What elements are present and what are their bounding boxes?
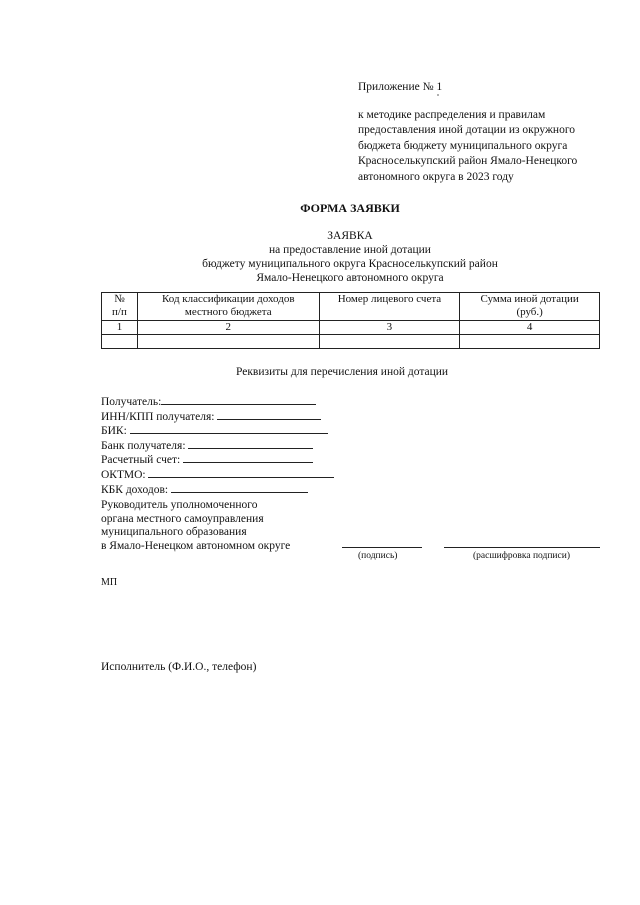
application-line: бюджету муниципального округа Красноселькупский район bbox=[202, 258, 498, 270]
table-numbering-row bbox=[102, 321, 600, 335]
application-line: Ямало-Ненецкого автономного округа bbox=[256, 272, 444, 284]
recipient-blank[interactable] bbox=[161, 395, 316, 405]
appendix-line: Красноселькупский район Ямало-Ненецкого bbox=[358, 155, 578, 168]
executor-line: Исполнитель (Ф.И.О., телефон) bbox=[101, 661, 257, 673]
field-label: КБК доходов: bbox=[101, 483, 169, 496]
head-line: в Ямало-Ненецком автономном округе bbox=[101, 539, 291, 552]
bik-blank[interactable] bbox=[130, 424, 328, 434]
field-inn-kpp bbox=[101, 410, 334, 425]
appendix-line: предоставления иной дотации из окружного bbox=[358, 124, 575, 137]
empty-cell[interactable] bbox=[460, 335, 600, 349]
application-title: ЗАЯВКА bbox=[327, 230, 373, 242]
column-number: 3 bbox=[319, 321, 460, 335]
head-line: муниципального образования bbox=[101, 526, 247, 539]
field-label: Получатель: bbox=[101, 396, 162, 408]
oktmo-blank[interactable] bbox=[148, 468, 334, 478]
head-line: Руководитель уполномоченного bbox=[101, 499, 258, 511]
field-bik bbox=[101, 424, 334, 439]
column-number: 2 bbox=[137, 321, 319, 335]
empty-cell[interactable] bbox=[102, 335, 138, 349]
header-cell-number: № п/п bbox=[102, 293, 138, 321]
field-label: Расчетный счет: bbox=[101, 454, 181, 467]
field-label: ИНН/КПП получателя: bbox=[101, 410, 215, 423]
field-bank bbox=[101, 439, 334, 454]
requisites-title: Реквизиты для перечисления иной дотации bbox=[236, 366, 449, 378]
header-cell-code: Код классификации доходов местного бюджета bbox=[137, 293, 319, 321]
field-oktmo bbox=[101, 468, 334, 483]
appendix-block bbox=[358, 80, 618, 186]
account-blank[interactable] bbox=[183, 453, 313, 463]
empty-cell[interactable] bbox=[137, 335, 319, 349]
requisites-fields bbox=[101, 395, 334, 497]
bank-blank[interactable] bbox=[188, 439, 313, 449]
application-line: на предоставление иной дотации bbox=[269, 244, 431, 256]
appendix-line: к методике распределения и правилам bbox=[358, 108, 546, 121]
kbk-blank[interactable] bbox=[171, 483, 308, 493]
signature-decoding-line[interactable] bbox=[444, 546, 600, 548]
stamp-place: МП bbox=[101, 577, 118, 588]
field-label: БИК: bbox=[101, 425, 127, 438]
table-header-row bbox=[102, 293, 600, 321]
decoding-caption: (расшифровка подписи) bbox=[473, 551, 570, 561]
field-label: Банк получателя: bbox=[101, 439, 186, 452]
appendix-title: Приложение № 1 bbox=[358, 81, 443, 93]
column-number: 1 bbox=[102, 321, 138, 335]
header-cell-amount: Сумма иной дотации (руб.) bbox=[460, 293, 600, 321]
appendix-line: автономного округа в 2023 году bbox=[358, 170, 514, 183]
form-title: ФОРМА ЗАЯВКИ bbox=[300, 201, 400, 215]
application-heading bbox=[0, 229, 640, 285]
table-row bbox=[102, 335, 600, 349]
head-line: органа местного самоуправления bbox=[101, 512, 264, 525]
scan-speck bbox=[437, 94, 439, 96]
header-cell-account: Номер лицевого счета bbox=[319, 293, 460, 321]
signature-caption: (подпись) bbox=[358, 551, 398, 561]
signature-line[interactable] bbox=[342, 546, 422, 548]
field-recipient bbox=[101, 395, 334, 410]
field-account bbox=[101, 453, 334, 468]
field-kbk bbox=[101, 483, 334, 498]
column-number: 4 bbox=[460, 321, 600, 335]
head-signature-block bbox=[101, 499, 290, 553]
empty-cell[interactable] bbox=[319, 335, 460, 349]
field-label: ОКТМО: bbox=[101, 468, 146, 481]
appendix-line: бюджета бюджету муниципального округа bbox=[358, 139, 568, 152]
inn-kpp-blank[interactable] bbox=[217, 410, 321, 420]
request-table bbox=[101, 292, 600, 349]
